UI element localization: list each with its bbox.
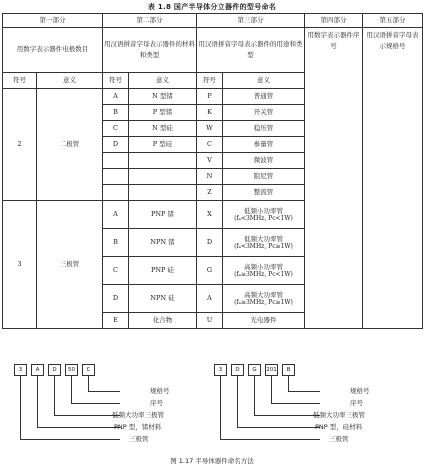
cell-text: 高频大功率管 <box>244 290 283 299</box>
cell-condition: (fₐ≥3MHz, Pᴄ<1W) <box>234 270 293 278</box>
table-cell <box>223 257 305 285</box>
connector-line <box>237 375 238 427</box>
table-cell: W <box>197 121 223 137</box>
header-part3: 第三部分 <box>197 14 305 28</box>
example-label: 三极管 <box>129 435 149 443</box>
code-box: 201 <box>265 364 278 376</box>
connector-line <box>220 375 221 439</box>
connector-line <box>37 427 120 428</box>
col-meaning: 意义 <box>223 73 305 89</box>
code-box: 3 <box>214 364 227 376</box>
table-cell: 普通管 <box>223 89 305 105</box>
table-cell: N 型硅 <box>129 121 197 137</box>
example-label: 规格号 <box>150 387 170 395</box>
table-cell: D <box>103 137 129 153</box>
figure-caption: 图 1.17 半导体器件命名方法 <box>170 457 254 465</box>
table-cell: P <box>197 89 223 105</box>
naming-table <box>2 13 423 329</box>
col-meaning: 意义 <box>129 73 197 89</box>
cell-condition: (fₐ≥3MHz, Pᴄ≥1W) <box>234 298 293 306</box>
code-box: G <box>248 364 261 376</box>
table-cell: D <box>103 285 129 313</box>
table-cell <box>223 229 305 257</box>
table-title: 表 1.8 国产半导体分立器件的型号命名 <box>147 3 277 11</box>
desc-part1: 用数字表示器件电极数目 <box>3 28 103 73</box>
cell-text: 高频小功率管 <box>244 262 283 271</box>
example-label: 三极管 <box>329 435 349 443</box>
table-cell: P 型硅 <box>129 137 197 153</box>
connector-line <box>54 415 120 416</box>
diode-meaning: 二极管 <box>37 89 103 201</box>
table-cell <box>103 169 129 185</box>
code-box: D <box>48 364 61 376</box>
connector-line <box>54 375 55 415</box>
connector-line <box>254 375 255 415</box>
desc-part5: 用汉语拼音字母表示规格号 <box>363 28 423 329</box>
cell-text: 低频大功率管 <box>244 234 283 243</box>
table-cell: C <box>103 121 129 137</box>
table-cell: N 型锗 <box>129 89 197 105</box>
example-label: 序号 <box>150 399 163 407</box>
table-cell: 光电器件 <box>223 313 305 329</box>
example-label: 规格号 <box>350 387 370 395</box>
diode-symbol: 2 <box>3 89 37 201</box>
triode-symbol: 3 <box>3 201 37 329</box>
connector-line <box>71 375 72 403</box>
example-label: 低频大功率三极管 <box>112 411 164 419</box>
table-cell: 稳压管 <box>223 121 305 137</box>
code-box: 3 <box>14 364 27 376</box>
triode-meaning: 三极管 <box>37 201 103 329</box>
table-cell <box>103 153 129 169</box>
connector-line <box>20 439 120 440</box>
table-cell: A <box>103 201 129 229</box>
table-cell: P 型锗 <box>129 105 197 121</box>
table-cell: E <box>103 313 129 329</box>
table-cell <box>103 185 129 201</box>
table-cell: X <box>197 201 223 229</box>
table-cell: C <box>197 137 223 153</box>
example-label: 低频大功率三极管 <box>313 411 365 419</box>
connector-line <box>88 391 120 392</box>
connector-line <box>37 375 38 427</box>
connector-line <box>254 415 320 416</box>
table-cell: 参量管 <box>223 137 305 153</box>
table-cell: A <box>103 89 129 105</box>
table-cell <box>129 169 197 185</box>
connector-line <box>20 375 21 439</box>
table-cell: N <box>197 169 223 185</box>
table-cell <box>223 285 305 313</box>
connector-line <box>271 403 320 404</box>
example-label: PNP 型，锗材料 <box>114 423 162 431</box>
code-box: D <box>231 364 244 376</box>
col-symbol: 符号 <box>3 73 37 89</box>
header-part2: 第二部分 <box>103 14 197 28</box>
cell-condition: (fₐ<3MHz, Pᴄ≥1W) <box>234 242 293 250</box>
table-cell: B <box>103 229 129 257</box>
connector-line <box>237 427 320 428</box>
header-part1: 第一部分 <box>3 14 103 28</box>
desc-part4: 用数字表示器件序号 <box>305 28 363 329</box>
desc-part2: 用汉语拼音字母表示器件的材料和类型 <box>103 28 197 73</box>
table-cell: 微波管 <box>223 153 305 169</box>
table-cell: A <box>197 285 223 313</box>
code-box: B <box>282 364 295 376</box>
col-symbol: 符号 <box>103 73 129 89</box>
connector-line <box>288 375 289 391</box>
table-cell: B <box>103 105 129 121</box>
table-cell: PNP 锗 <box>129 201 197 229</box>
table-cell <box>223 201 305 229</box>
table-cell: K <box>197 105 223 121</box>
example-label: 序号 <box>350 399 363 407</box>
table-cell: NPN 硅 <box>129 285 197 313</box>
table-cell: 开关管 <box>223 105 305 121</box>
code-box: 50 <box>65 364 78 376</box>
cell-condition: (fₐ<3MHz, Pᴄ<1W) <box>234 214 293 222</box>
table-cell <box>129 153 197 169</box>
header-part4: 第四部分 <box>305 14 363 28</box>
table-cell: 化合物 <box>129 313 197 329</box>
header-part5: 第五部分 <box>363 14 423 28</box>
desc-part3: 用汉语拼音字母表示器件的用途和类型 <box>197 28 305 73</box>
table-cell: 整流管 <box>223 185 305 201</box>
table-cell <box>129 185 197 201</box>
table-cell: NPN 锗 <box>129 229 197 257</box>
table-cell: 阻尼管 <box>223 169 305 185</box>
connector-line <box>71 403 120 404</box>
table-cell: D <box>197 229 223 257</box>
connector-line <box>288 391 320 392</box>
table-cell: PNP 硅 <box>129 257 197 285</box>
col-symbol: 符号 <box>197 73 223 89</box>
table-cell: Z <box>197 185 223 201</box>
cell-text: 低频小功率管 <box>244 206 283 215</box>
code-box: C <box>82 364 95 376</box>
connector-line <box>271 375 272 403</box>
table-cell: C <box>103 257 129 285</box>
example-label: PNP 型，硅材料 <box>315 423 363 431</box>
table-cell: U <box>197 313 223 329</box>
col-meaning: 意义 <box>37 73 103 89</box>
connector-line <box>220 439 320 440</box>
connector-line <box>88 375 89 391</box>
table-cell: G <box>197 257 223 285</box>
code-box: A <box>31 364 44 376</box>
table-cell: V <box>197 153 223 169</box>
